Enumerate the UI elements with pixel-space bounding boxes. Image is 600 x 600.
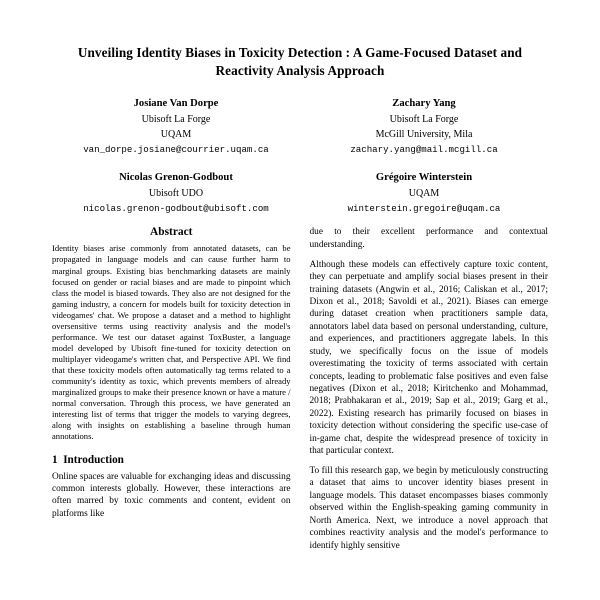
author-affiliation: Ubisoft UDO — [148, 188, 204, 200]
section-title: Introduction — [63, 453, 124, 466]
section-heading-introduction — [52, 454, 291, 466]
author-email[interactable]: zachary.yang@mail.mcgill.ca — [350, 144, 498, 156]
page-title: Unveiling Identity Biases in Toxicity Detection : A Game-Focused Dataset and Reactivity Analysis Approach — [77, 45, 523, 79]
intro-paragraph-1: Online spaces are valuable for exchanging ideas and discussing common interests globally. However, these interactions are often marred by toxic comments and content, evident on platforms like — [52, 471, 291, 519]
author-row-2 — [52, 170, 548, 216]
section-number: 1 — [52, 453, 58, 466]
page-bottom-mask — [0, 594, 600, 600]
author-name: Josiane Van Dorpe — [133, 98, 219, 110]
author-block-3 — [52, 170, 300, 216]
author-list — [52, 96, 548, 216]
author-block-4 — [300, 170, 548, 216]
abstract-text: Identity biases arise commonly from annotated datasets, can be propagated in language models and can cause further harm to marginal groups. Existing bias benchmarking datasets are mainly focused on gender or racial biases and are made to pinpoint which class the model is biased towards. They also are not designed for the gaming industry, a concern for models built for toxicity detection in videogames' chat. We propose a dataset and a method to highlight oversensitive terms using reactivity analysis and the model's performance. We test our dataset against ToxBuster, a language model developed by Ubisoft fine-tuned for toxicity detection on multiplayer videogame's written chat, and Perspective API. We find that these toxicity models often automatically tag terms related to a community's identity as toxic, which prevents members of already marginalized groups to make their presence known or have a mature / normal conversation. Through this process, we have generated an interesting list of terms that trigger the models to varying degrees, along with insights on establishing a baseline through human annotations. — [52, 243, 291, 442]
right-column — [310, 226, 549, 552]
author-name: Zachary Yang — [392, 98, 456, 110]
author-affiliation: UQAM — [408, 188, 440, 200]
continued-paragraph: due to their excellent performance and contextual understanding. — [309, 227, 548, 250]
author-row-1 — [52, 96, 548, 157]
author-name: Nicolas Grenon-Godbout — [119, 172, 233, 184]
author-name: Grégoire Winterstein — [375, 172, 473, 184]
author-affiliation-secondary: McGill University, Mila — [375, 129, 473, 141]
two-column-body — [52, 226, 548, 552]
abstract-heading: Abstract — [150, 226, 193, 239]
author-block-2 — [300, 96, 548, 157]
author-affiliation: Ubisoft La Forge — [389, 114, 459, 126]
author-affiliation-secondary: UQAM — [160, 129, 192, 141]
right-paragraph-1: Although these models can effectively capture toxic content, they can perpetuate and amplify social biases present in their training datasets (Angwin et al., 2016; Caliskan et al., 2017; Dixon et al., 2018; Savoldi et al., 2021). Biases can emerge during dataset creation when practitioners sample data, annotators label data based on personal understanding, culture, and experiences, and practitioners aggregate labels. In this study, we specifically focus on the issue of models overestimating the toxicity of terms associated with certain concepts, leading to problematic false positives and even false negatives (Dixon et al., 2018; Kiritchenko and Mohammad, 2018; Prabhakaran et al., 2019; Sap et al., 2019; Garg et al., 2022). Existing research has primarily focused on biases in toxicity detection without considering the specific use-case of in-game chat, despite the widespread presence of toxicity in that particular context. — [309, 259, 548, 457]
author-email[interactable]: winterstein.gregoire@uqam.ca — [347, 203, 501, 215]
author-email[interactable]: nicolas.grenon-godbout@ubisoft.com — [83, 203, 269, 215]
left-column — [52, 226, 291, 552]
author-block-1 — [52, 96, 300, 157]
right-paragraph-2: To fill this research gap, we begin by meticulously constructing a dataset that aims to uncover identity biases present in language models. This dataset encompasses biases commonly observed within the English-speaking gaming community in North America. Next, we introduce a novel approach that combines reactivity analysis and the model's performance to identify highly sensitive — [309, 466, 548, 551]
author-email[interactable]: van_dorpe.josiane@courrier.uqam.ca — [83, 144, 269, 156]
author-affiliation: Ubisoft La Forge — [141, 114, 211, 126]
